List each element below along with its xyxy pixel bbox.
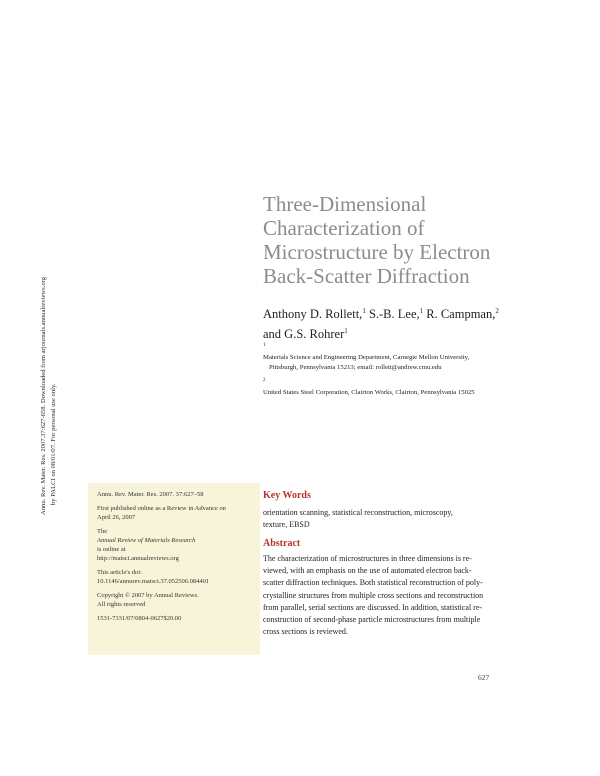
publication-info (97, 490, 255, 628)
title-line-1: Three-Dimensional (263, 192, 427, 216)
page-number: 627 (478, 673, 490, 682)
download-notice (39, 215, 59, 515)
abstract-text (263, 553, 523, 638)
journal-name: Annual Review of Materials Research (97, 537, 196, 544)
keywords-line-2: texture, EBSD (263, 520, 310, 529)
abstract-line-5: from parallel, serial sections are discussed. In addition, statistical re- (263, 602, 483, 612)
affiliations (263, 341, 563, 401)
affiliation-1-line-1 (263, 341, 563, 363)
affiliation-2-text: United States Steel Corporation, Clairton Works, Clairton, Pennsylvania 15025 (263, 389, 475, 397)
published-line-1: First published online as a Review in Advance on (97, 505, 226, 512)
doi (97, 568, 255, 586)
title-line-4: Back-Scatter Diffraction (263, 264, 470, 288)
author-list (263, 303, 563, 343)
keywords-line-1: orientation scanning, statistical reconstruction, microscopy, (263, 508, 453, 517)
affil-marker: 1 (344, 327, 348, 336)
citation (97, 490, 255, 499)
download-notice-line-1: Annu. Rev. Mater. Res. 2007.37:627-658. Downloaded from arjournals.annualreviews.org (40, 276, 47, 515)
citation-text: Annu. Rev. Mater. Res. 2007. 37:627–58 (97, 491, 204, 498)
keywords-text (263, 507, 533, 531)
affiliation-2-line-1 (263, 376, 563, 398)
author-campman: R. Campman, (423, 307, 496, 322)
issn (97, 614, 255, 623)
abstract-line-2: viewed, with an emphasis on the use of automated electron back- (263, 566, 472, 576)
issn-text: 1531-7331/07/0804-0627$20.00 (97, 615, 182, 622)
abstract-heading: Abstract (263, 538, 301, 549)
author-rollett: Anthony D. Rollett, (263, 307, 363, 322)
copyright-line-2: All rights reserved (97, 601, 146, 608)
download-notice-line-2: by PALCI on 08/01/07. For personal use only. (50, 383, 57, 505)
affiliation-2 (263, 376, 563, 398)
author-rohrer: and G.S. Rohrer (263, 327, 345, 342)
journal-suffix: is online at (97, 546, 126, 553)
doi-value[interactable]: 10.1146/annurev.matsci.37.052506.084401 (97, 578, 210, 585)
publication-date (97, 504, 255, 522)
journal-online (97, 527, 255, 563)
abstract-line-6: construction of second-phase particle microstructures from multiple (263, 615, 481, 625)
affil-marker: 1 (263, 343, 266, 348)
journal-prefix: The (97, 528, 108, 535)
journal-line (97, 527, 255, 554)
copyright (97, 591, 255, 609)
title-line-3: Microstructure by Electron (263, 240, 491, 264)
author-line-1 (263, 303, 563, 323)
affiliation-1 (263, 341, 563, 373)
affiliation-1-line-2: Pittsburgh, Pennsylvania 15213; email: rollett@andrew.cmu.edu (269, 364, 442, 372)
affil-marker: 1 (362, 307, 366, 315)
doi-label: This article's doi: (97, 569, 142, 576)
journal-url[interactable]: http://matsci.annualreviews.org (97, 555, 179, 562)
author-lee: S.-B. Lee, (365, 307, 420, 322)
affiliation-1-text: Materials Science and Engineering Department, Carnegie Mellon University, (263, 354, 470, 362)
title-line-2: Characterization of (263, 216, 425, 240)
copyright-line-1: Copyright © 2007 by Annual Reviews. (97, 592, 199, 599)
keywords-heading: Key Words (263, 490, 311, 501)
abstract-line-3: scatter diffraction techniques. Both statistical reconstruction of poly- (263, 578, 483, 588)
published-line-2: April 26, 2007 (97, 514, 136, 521)
abstract-line-4: crystalline structures from multiple cross sections and reconstruction (263, 590, 484, 600)
article-title (263, 192, 583, 288)
affil-marker: 1 (419, 307, 424, 315)
affil-marker: 2 (263, 378, 266, 384)
affil-marker: 2 (495, 307, 499, 315)
abstract-line-1: The characterization of microstructures in three dimensions is re- (263, 554, 472, 563)
abstract-line-7: cross sections is reviewed. (263, 627, 348, 637)
